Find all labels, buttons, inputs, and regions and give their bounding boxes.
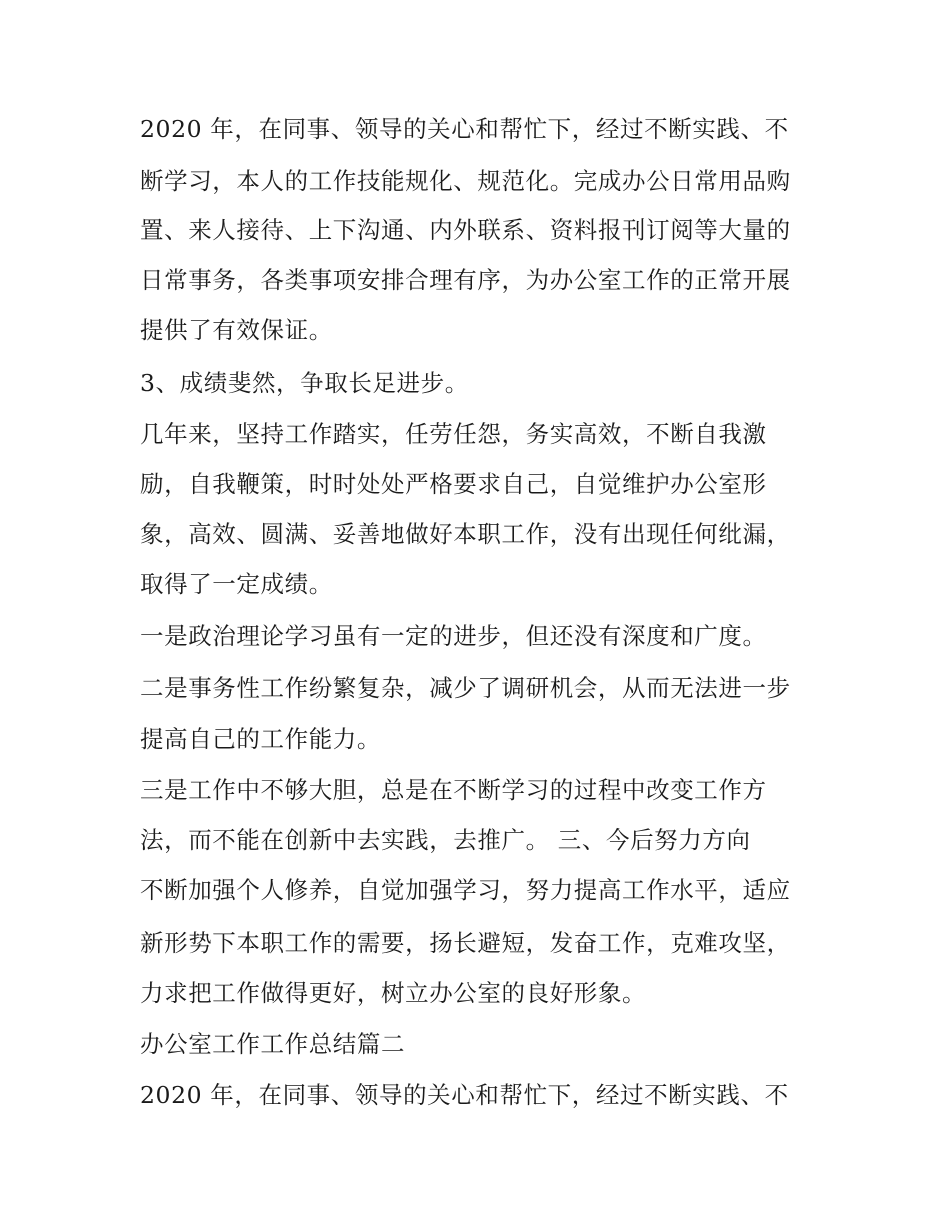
section-heading: 办公室工作工作总结篇二 — [140, 1030, 406, 1058]
text-line: 三是工作中不够大胆，总是在不断学习的过程中改变工作方 — [140, 776, 767, 804]
text-line: 象，高效、圆满、妥善地做好本职工作，没有出现任何纰漏， — [140, 520, 791, 548]
section-heading: 3、成绩斐然，争取长足进步。 — [140, 369, 469, 397]
text-line: 力求把工作做得更好，树立办公室的良好形象。 — [140, 979, 647, 1007]
text-line: 几年来，坚持工作踏实，任劳任怨，务实高效，不断自我激 — [140, 420, 767, 448]
text-line: 断学习，本人的工作技能规化、规范化。完成办公日常用品购 — [140, 167, 791, 195]
text-line: 法，而不能在创新中去实践，去推广。 三、今后努力方向 — [140, 826, 751, 854]
text-line: 置、来人接待、上下沟通、内外联系、资料报刊订阅等大量的 — [140, 216, 791, 244]
text-line: 励，自我鞭策，时时处处严格要求自己，自觉维护办公室形 — [140, 470, 767, 498]
text-line: 提高自己的工作能力。 — [140, 725, 381, 753]
text-line: 取得了一定成绩。 — [140, 570, 333, 598]
text-line: 不断加强个人修养，自觉加强学习，努力提高工作水平，适应 — [140, 876, 791, 904]
text-line: 二是事务性工作纷繁复杂，减少了调研机会，从而无法进一步 — [140, 674, 791, 702]
text-line: 2020 年，在同事、领导的关心和帮忙下，经过不断实践、不 — [140, 115, 789, 143]
text-line: 2020 年，在同事、领导的关心和帮忙下，经过不断实践、不 — [140, 1081, 789, 1109]
text-line: 日常事务，各类事项安排合理有序，为办公室工作的正常开展 — [140, 266, 791, 294]
text-line: 新形势下本职工作的需要，扬长避短，发奋工作，克难攻坚， — [140, 929, 791, 957]
text-line: 一是政治理论学习虽有一定的进步，但还没有深度和广度。 — [140, 622, 767, 650]
text-line: 提供了有效保证。 — [140, 316, 333, 344]
